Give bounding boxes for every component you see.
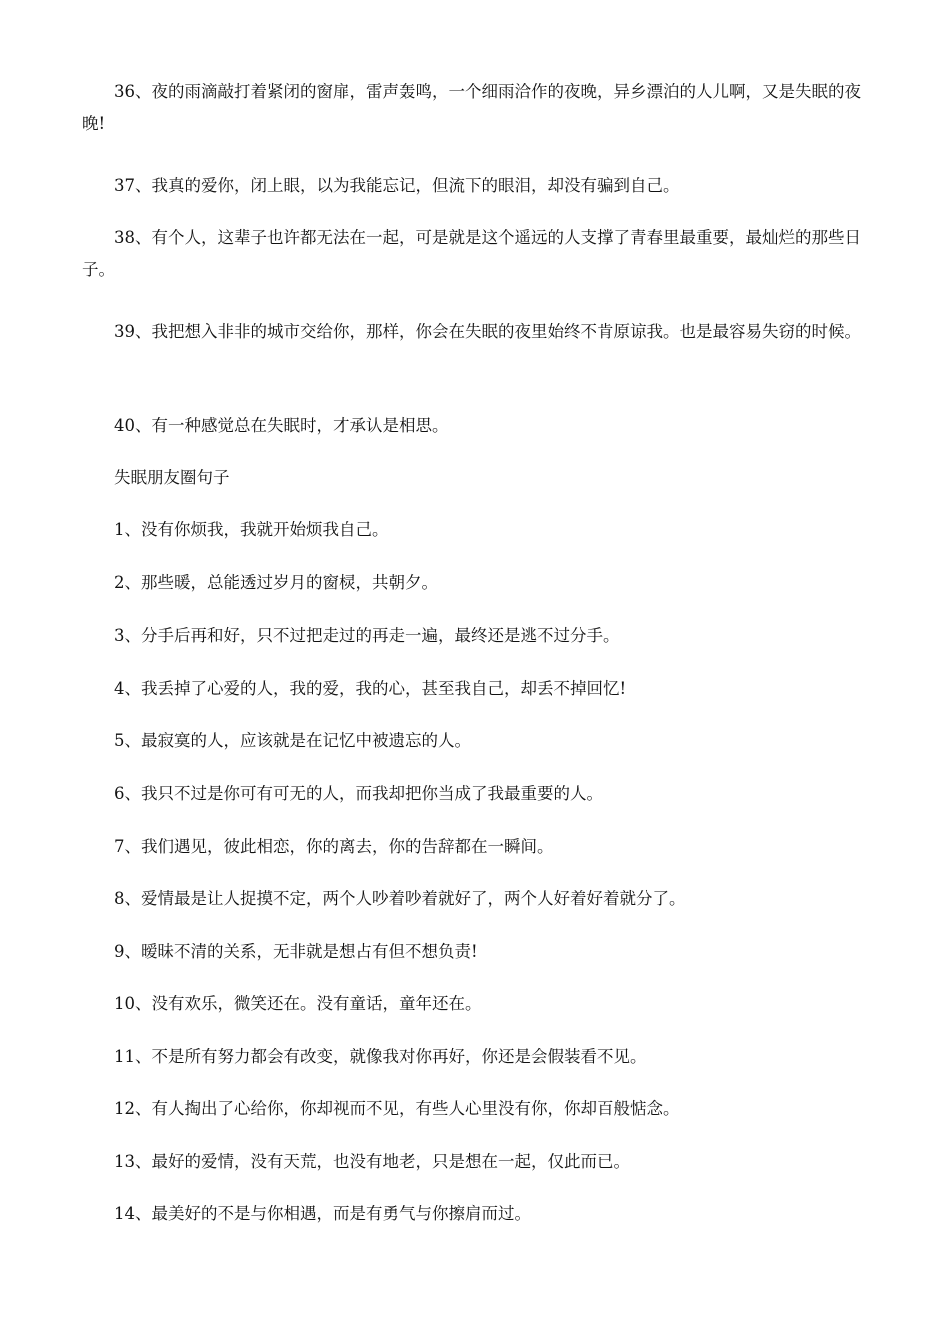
list-item-8: 8、爱情最是让人捉摸不定，两个人吵着吵着就好了，两个人好着好着就分了。 [114, 889, 686, 908]
paragraph-38: 38、有个人，这辈子也许都无法在一起，可是就是这个遥远的人支撑了青春里最重要，最灿烂的那些日子。 [82, 228, 861, 279]
paragraph-39: 39、我把想入非非的城市交给你，那样，你会在失眠的夜里始终不肯原谅我。也是最容易失窃的时候。 [114, 322, 861, 341]
list-item-2: 2、那些暖，总能透过岁月的窗棂，共朝夕。 [114, 573, 438, 592]
list-item-9: 9、暧昧不清的关系，无非就是想占有但不想负责! [114, 942, 478, 961]
list-item-10: 10、没有欢乐，微笑还在。没有童话，童年还在。 [114, 994, 482, 1013]
paragraph-40: 40、有一种感觉总在失眠时，才承认是相思。 [114, 416, 449, 435]
paragraph-36: 36、夜的雨滴敲打着紧闭的窗扉，雷声轰鸣，一个细雨洽作的夜晚，异乡漂泊的人儿啊，又是失眠的夜晚! [82, 82, 861, 133]
list-item-1: 1、没有你烦我，我就开始烦我自己。 [114, 520, 389, 539]
section-heading: 失眠朋友圈句子 [114, 468, 230, 487]
paragraph-37: 37、我真的爱你，闭上眼，以为我能忘记，但流下的眼泪，却没有骗到自己。 [114, 176, 680, 195]
list-item-7: 7、我们遇见，彼此相恋，你的离去，你的告辞都在一瞬间。 [114, 837, 554, 856]
list-item-6: 6、我只不过是你可有可无的人，而我却把你当成了我最重要的人。 [114, 784, 603, 803]
list-item-13: 13、最好的爱情，没有天荒，也没有地老，只是想在一起，仅此而已。 [114, 1152, 630, 1171]
list-item-4: 4、我丢掉了心爱的人，我的爱，我的心，甚至我自己，却丢不掉回忆! [114, 679, 627, 698]
list-item-11: 11、不是所有努力都会有改变，就像我对你再好，你还是会假装看不见。 [114, 1047, 647, 1066]
list-item-14: 14、最美好的不是与你相遇，而是有勇气与你擦肩而过。 [114, 1204, 531, 1223]
list-item-5: 5、最寂寞的人，应该就是在记忆中被遗忘的人。 [114, 731, 471, 750]
list-item-12: 12、有人掏出了心给你，你却视而不见，有些人心里没有你，你却百般惦念。 [114, 1099, 680, 1118]
list-item-3: 3、分手后再和好，只不过把走过的再走一遍，最终还是逃不过分手。 [114, 626, 620, 645]
